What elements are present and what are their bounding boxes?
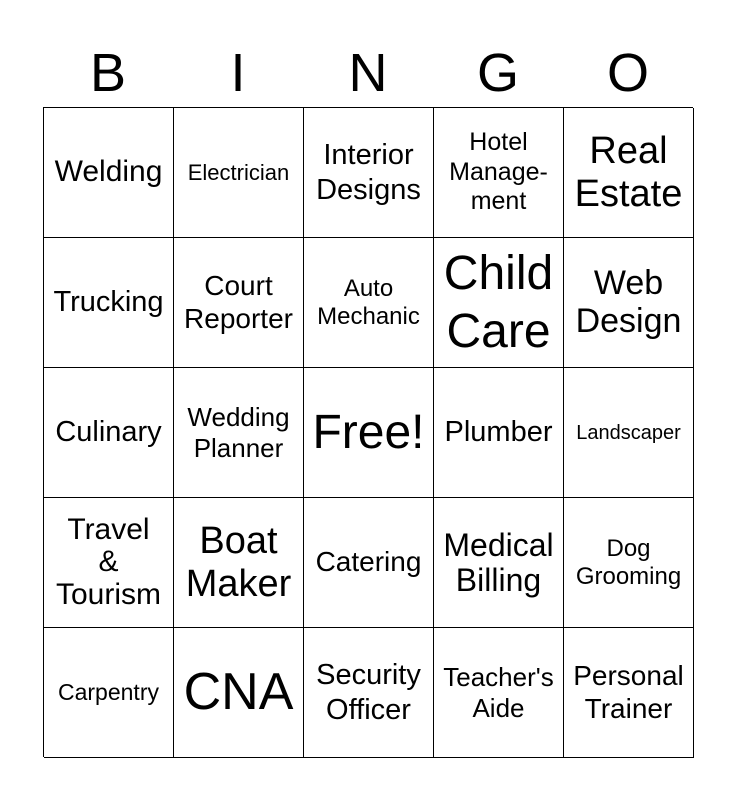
cell-label: Travel & Tourism: [55, 512, 161, 611]
bingo-header: [43, 40, 693, 106]
cell-label: Auto Mechanic: [317, 274, 420, 330]
bingo-cell[interactable]: [174, 238, 304, 368]
cell-label: Security Officer: [316, 659, 421, 726]
cell-label: Personal Trainer: [573, 660, 684, 724]
cell-label: CNA: [183, 662, 294, 721]
bingo-cell[interactable]: [564, 628, 694, 758]
cell-label: Boat Maker: [185, 519, 292, 605]
bingo-cell[interactable]: [174, 368, 304, 498]
header-letter-n: N: [348, 43, 388, 103]
bingo-cell[interactable]: [434, 238, 564, 368]
bingo-cell[interactable]: [44, 628, 174, 758]
free-space-label: Free!: [312, 405, 425, 459]
bingo-board: [43, 107, 693, 757]
bingo-cell[interactable]: [304, 238, 434, 368]
bingo-cell[interactable]: [434, 628, 564, 758]
cell-label: Catering: [315, 546, 422, 578]
bingo-cell[interactable]: [564, 368, 694, 498]
cell-label: Hotel Manage- ment: [449, 128, 548, 216]
bingo-cell[interactable]: [304, 628, 434, 758]
header-letter-g: G: [476, 43, 519, 103]
cell-label: Plumber: [444, 416, 553, 449]
bingo-cell[interactable]: [304, 498, 434, 628]
bingo-cell[interactable]: [44, 108, 174, 238]
bingo-cell[interactable]: [174, 498, 304, 628]
cell-label: Wedding Planner: [187, 401, 290, 463]
cell-label: Carpentry: [58, 678, 159, 705]
bingo-cell[interactable]: [44, 238, 174, 368]
free-space[interactable]: [304, 368, 434, 498]
bingo-cell[interactable]: [434, 368, 564, 498]
bingo-cell[interactable]: [434, 108, 564, 238]
cell-label: Trucking: [53, 286, 164, 319]
cell-label: Culinary: [55, 416, 162, 449]
bingo-cell[interactable]: [44, 498, 174, 628]
cell-label: Teacher's Aide: [443, 661, 554, 723]
cell-label: Medical Billing: [443, 526, 554, 598]
bingo-cell[interactable]: [434, 498, 564, 628]
cell-label: Landscaper: [576, 421, 681, 444]
bingo-cell[interactable]: [304, 108, 434, 238]
header-letter-o: O: [606, 43, 649, 103]
header-letter-i: I: [230, 43, 246, 103]
cell-label: Court Reporter: [184, 270, 293, 334]
cell-label: Real Estate: [574, 129, 683, 215]
cell-label: Welding: [54, 155, 163, 189]
bingo-cell[interactable]: [564, 498, 694, 628]
header-letter-b: B: [89, 43, 127, 103]
bingo-cell[interactable]: [174, 628, 304, 758]
bingo-cell[interactable]: [564, 238, 694, 368]
cell-label: Web Design: [575, 264, 682, 340]
bingo-cell[interactable]: [564, 108, 694, 238]
cell-label: Interior Designs: [316, 139, 421, 206]
cell-label: Dog Grooming: [575, 534, 682, 590]
cell-label: Child Care: [443, 246, 554, 358]
cell-label: Electrician: [187, 159, 290, 185]
bingo-cell[interactable]: [44, 368, 174, 498]
bingo-cell[interactable]: [174, 108, 304, 238]
